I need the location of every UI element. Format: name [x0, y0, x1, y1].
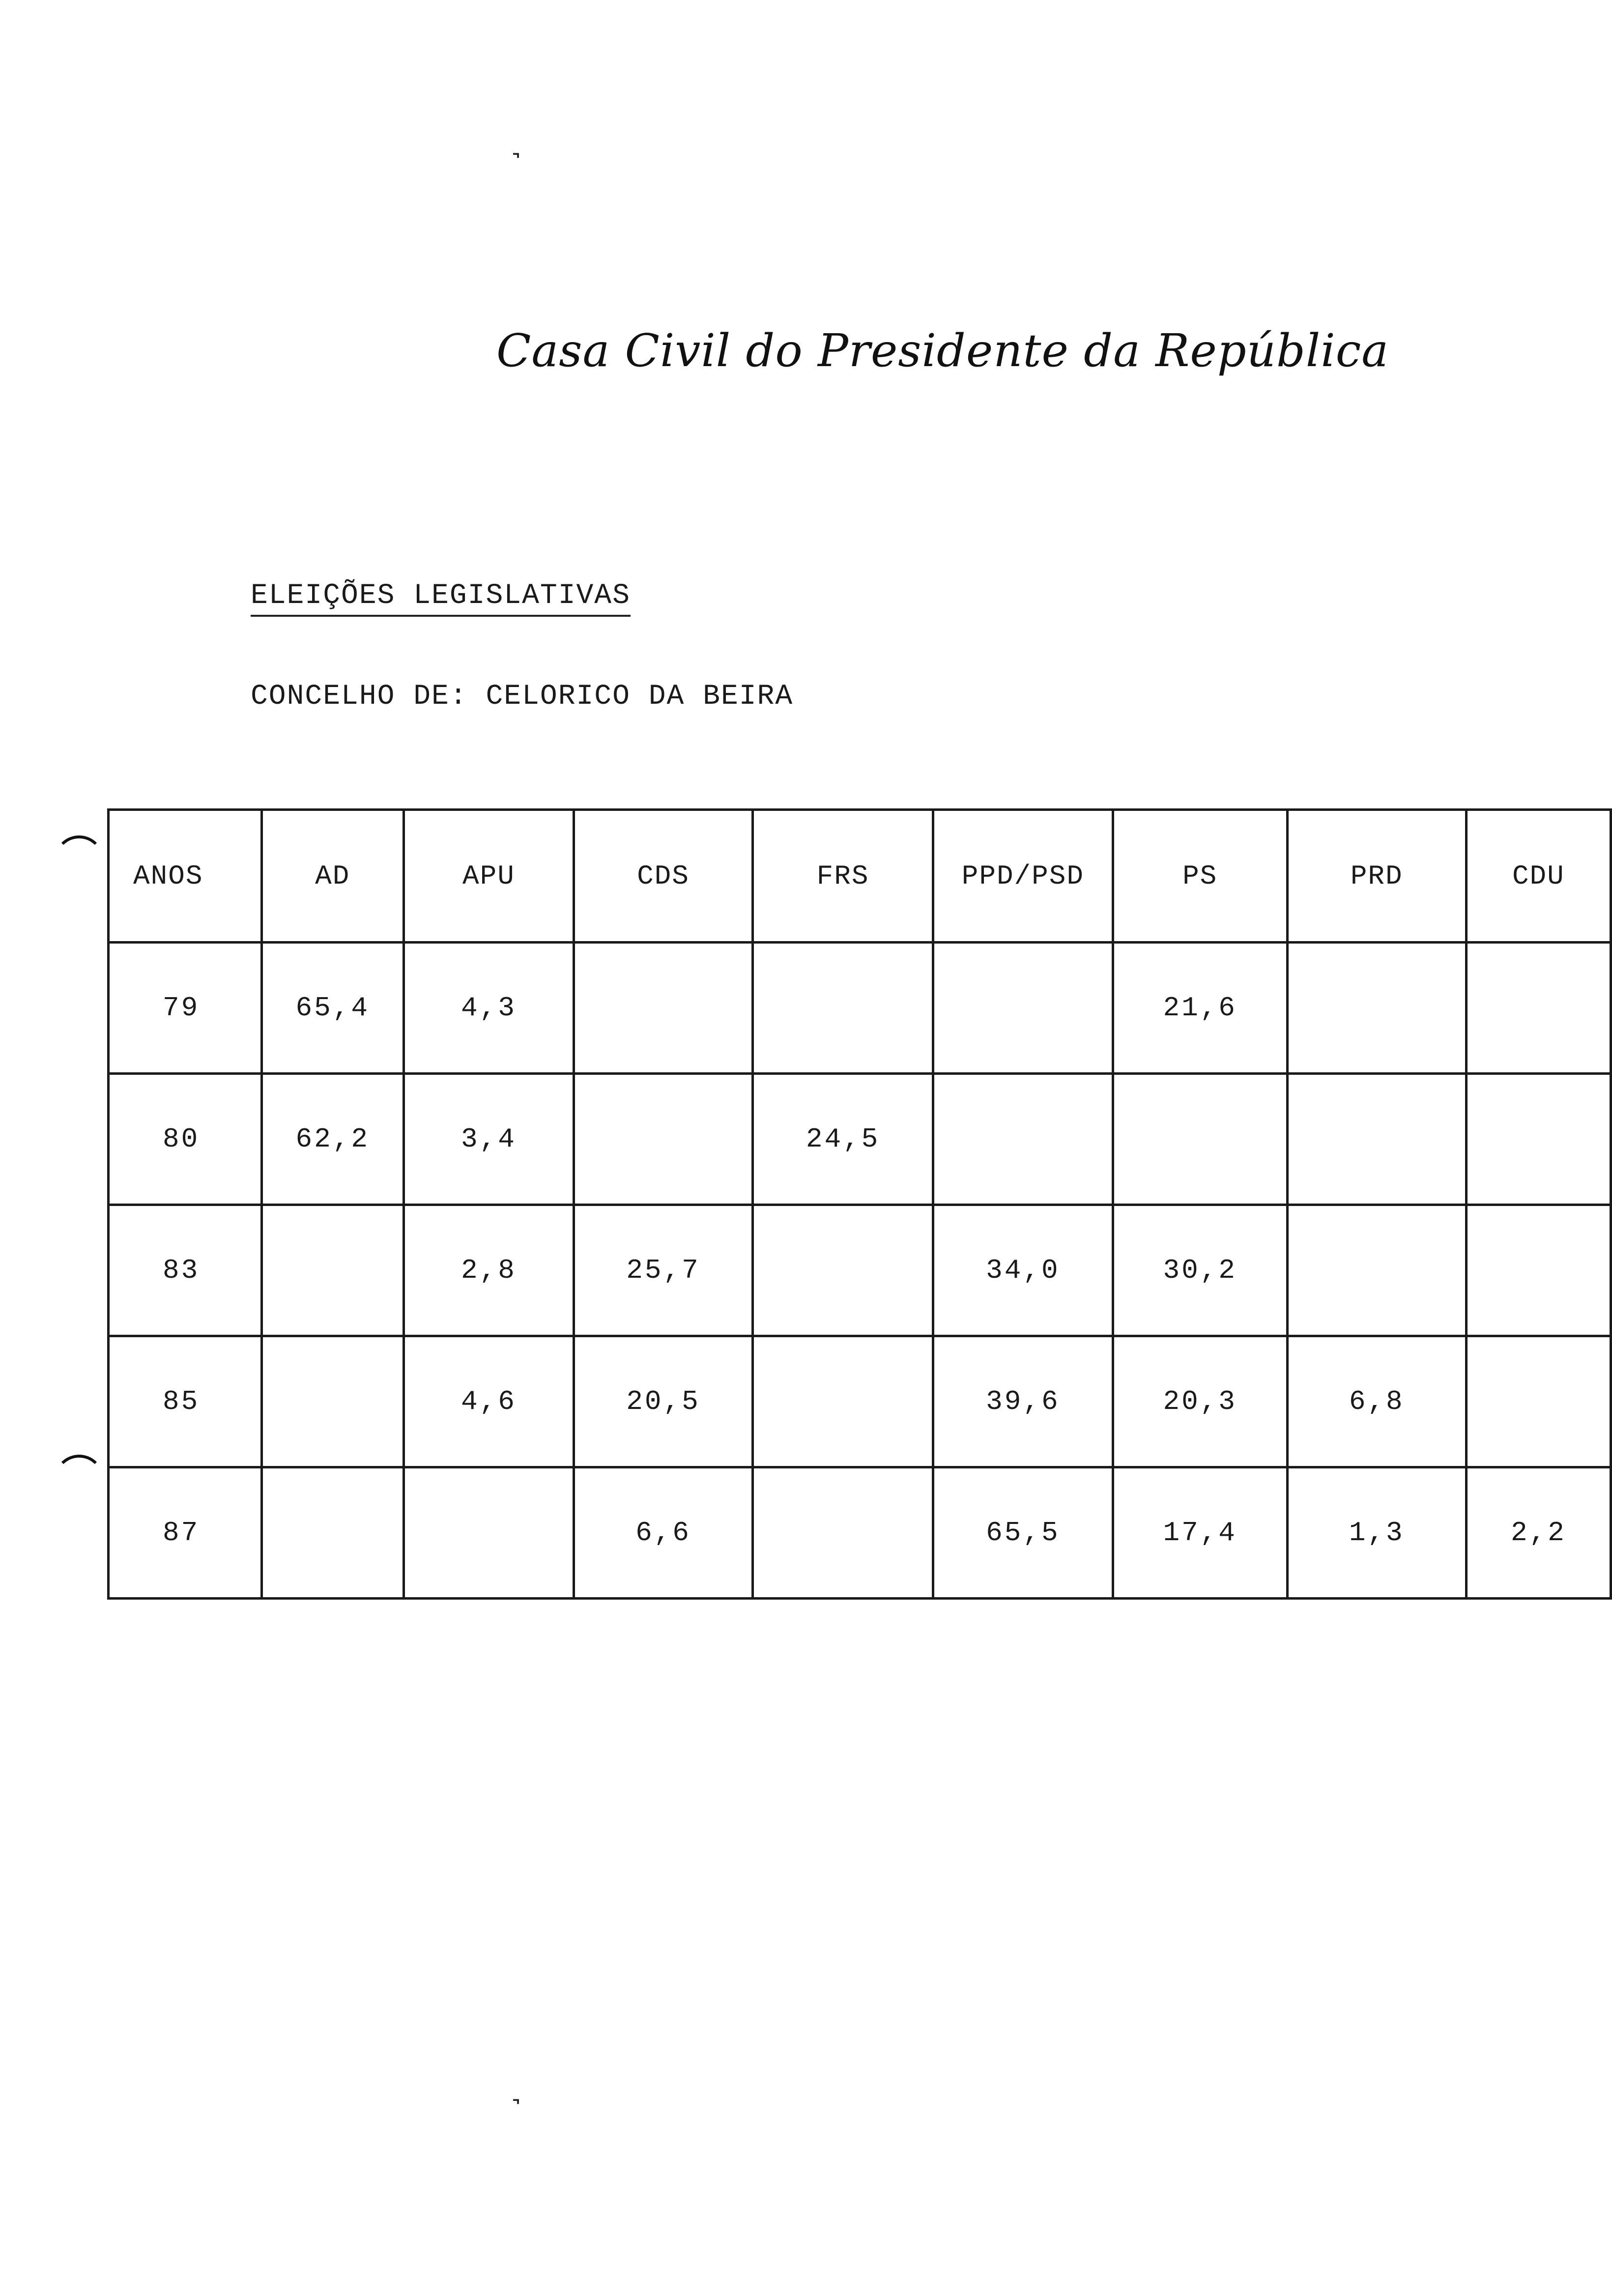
election-results-table — [107, 808, 1612, 1600]
value-cell — [1466, 1074, 1611, 1205]
scan-speck: ˺ — [511, 147, 521, 182]
column-header: ANOS — [109, 810, 262, 943]
value-cell — [261, 1205, 403, 1336]
document-subtitle: CONCELHO DE: CELORICO DA BEIRA — [251, 681, 794, 713]
value-cell — [933, 943, 1113, 1074]
value-cell: 17,4 — [1113, 1467, 1287, 1599]
value-cell: 34,0 — [933, 1205, 1113, 1336]
value-cell: 20,5 — [574, 1336, 752, 1467]
value-cell: 3,4 — [403, 1074, 574, 1205]
year-cell: 85 — [109, 1336, 262, 1467]
value-cell: 65,4 — [261, 943, 403, 1074]
value-cell: 1,3 — [1287, 1467, 1466, 1599]
column-header: CDU — [1466, 810, 1611, 943]
column-header: PS — [1113, 810, 1287, 943]
value-cell — [753, 1336, 933, 1467]
value-cell — [1287, 943, 1466, 1074]
year-cell: 80 — [109, 1074, 262, 1205]
column-header: PPD/PSD — [933, 810, 1113, 943]
column-header: FRS — [753, 810, 933, 943]
column-header: CDS — [574, 810, 752, 943]
value-cell: 2,8 — [403, 1205, 574, 1336]
column-header: PRD — [1287, 810, 1466, 943]
value-cell: 39,6 — [933, 1336, 1113, 1467]
value-cell — [1287, 1074, 1466, 1205]
value-cell: 4,3 — [403, 943, 574, 1074]
year-cell: 79 — [109, 943, 262, 1074]
table-row — [109, 1074, 1611, 1205]
year-cell: 83 — [109, 1205, 262, 1336]
value-cell — [933, 1074, 1113, 1205]
value-cell: 65,5 — [933, 1467, 1113, 1599]
year-cell: 87 — [109, 1467, 262, 1599]
value-cell — [1466, 1336, 1611, 1467]
punch-hole-mark-top — [54, 835, 104, 886]
value-cell: 21,6 — [1113, 943, 1287, 1074]
value-cell — [1466, 1205, 1611, 1336]
table-row — [109, 1205, 1611, 1336]
value-cell: 24,5 — [753, 1074, 933, 1205]
value-cell — [261, 1336, 403, 1467]
value-cell — [753, 943, 933, 1074]
table-row — [109, 1336, 1611, 1467]
value-cell — [574, 1074, 752, 1205]
value-cell — [574, 943, 752, 1074]
value-cell: 62,2 — [261, 1074, 403, 1205]
punch-hole-mark-bottom — [54, 1455, 104, 1505]
value-cell: 30,2 — [1113, 1205, 1287, 1336]
value-cell — [1113, 1074, 1287, 1205]
value-cell: 25,7 — [574, 1205, 752, 1336]
value-cell — [261, 1467, 403, 1599]
value-cell: 2,2 — [1466, 1467, 1611, 1599]
value-cell: 6,8 — [1287, 1336, 1466, 1467]
scan-speck: ˺ — [511, 2094, 521, 2128]
table-header-row — [109, 810, 1611, 943]
column-header: APU — [403, 810, 574, 943]
value-cell — [1466, 943, 1611, 1074]
table-row — [109, 943, 1611, 1074]
value-cell: 6,6 — [574, 1467, 752, 1599]
table-row — [109, 1467, 1611, 1599]
value-cell — [753, 1205, 933, 1336]
value-cell: 4,6 — [403, 1336, 574, 1467]
column-header: AD — [261, 810, 403, 943]
value-cell — [753, 1467, 933, 1599]
document-title: ELEIÇÕES LEGISLATIVAS — [251, 580, 631, 617]
value-cell: 20,3 — [1113, 1336, 1287, 1467]
value-cell — [403, 1467, 574, 1599]
value-cell — [1287, 1205, 1466, 1336]
letterhead: Casa Civil do Presidente da República — [496, 324, 1389, 377]
